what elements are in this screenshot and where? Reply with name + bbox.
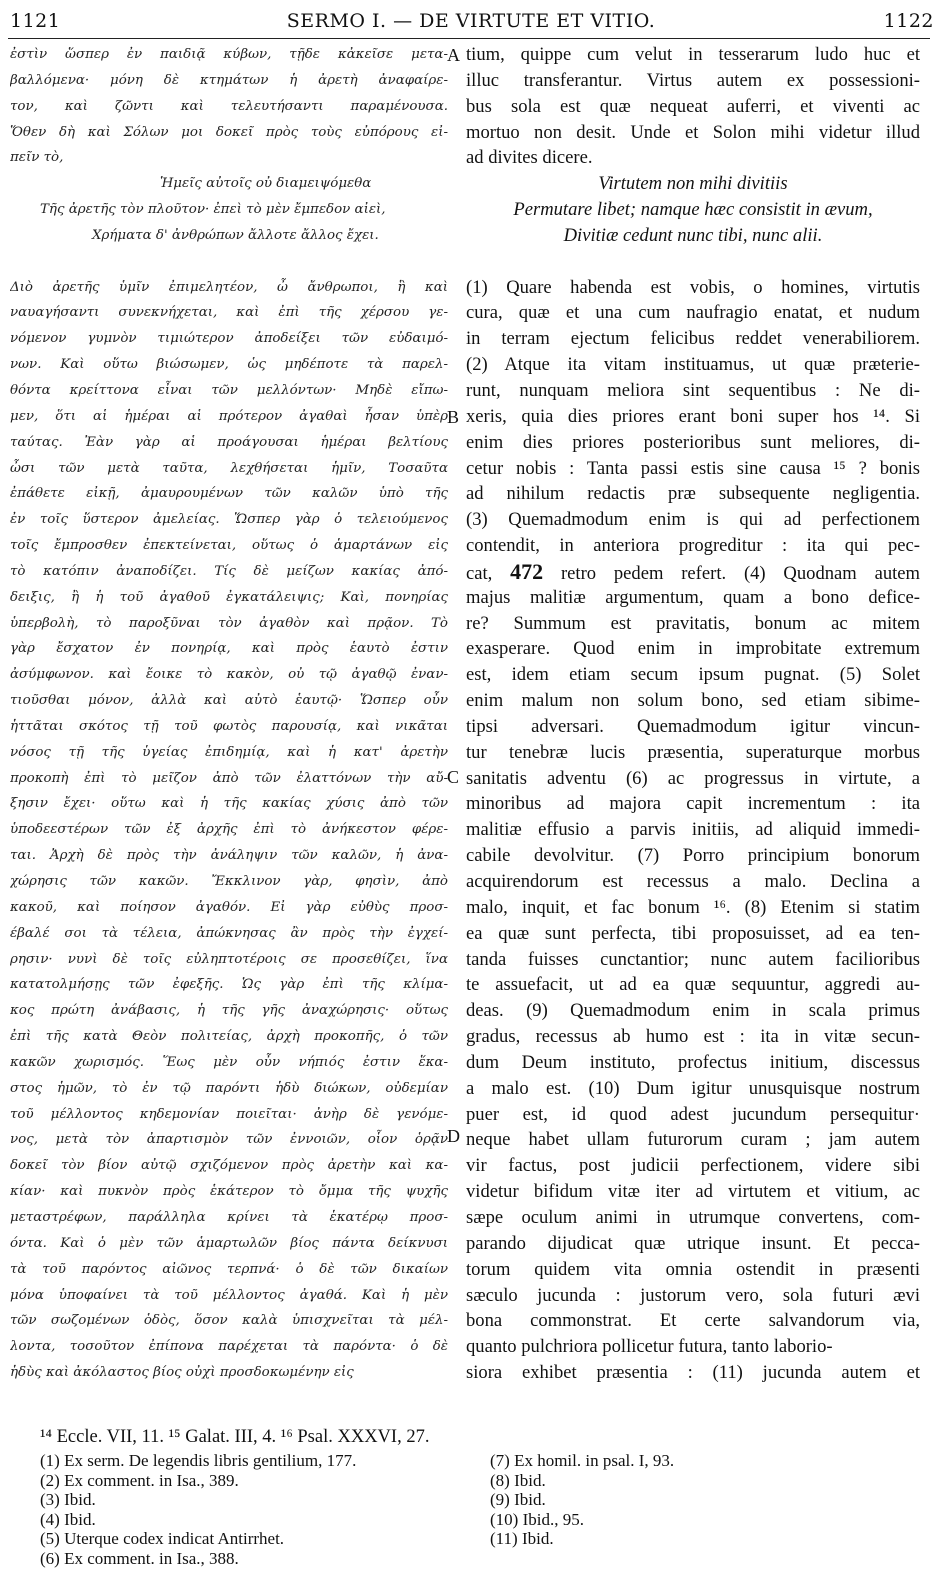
latin-text-line: te assuefacit, ut ad ea quæ sequuntur, aggredi au- bbox=[466, 974, 920, 996]
latin-text-line: siora exhibet præsentia : (11) jucunda autem et bbox=[466, 1362, 920, 1384]
greek-text-line: νων. Καὶ οὕτω βιώσωμεν, ὡς μηδέποτε τὰ παρελ- bbox=[10, 357, 448, 373]
greek-text-line: βαλλόμενα· μόνη δὲ κτημάτων ἡ ἀρετὴ ἀναφαίρε- bbox=[10, 72, 448, 88]
greek-text-line: χώρησις τῶν κακῶν. Ἔκκλινον γὰρ, φησὶν, ἀπὸ bbox=[10, 874, 448, 889]
latin-column bbox=[466, 42, 920, 1386]
section-marker-a: A bbox=[447, 45, 460, 65]
greek-text-line: στος ἡμῶν, τὸ ἐν τῷ παρόντι ἡδὺ διώκων, οὐδεμίαν bbox=[10, 1080, 448, 1096]
latin-text-line: in terram ejectum felicibus reddet venerabiliorem. bbox=[466, 328, 920, 350]
latin-text-line: deas. (9) Quemadmodum enim in scala primus bbox=[466, 1000, 920, 1022]
greek-text-line: ναυαγήσαντι συνεκνήχεται, καὶ ἐπὶ τῆς χέρσου γε- bbox=[10, 305, 448, 321]
latin-text-line: ad nihilum redactis præ subsequente negligentia. bbox=[466, 483, 920, 505]
greek-text-line: τῶν σωζομένων ὁδὸς, ὅσον καλὰ ὑπισχνεῖται τὰ μέλ- bbox=[10, 1313, 448, 1329]
footnote: (2) Ex comment. in Isa., 389. bbox=[40, 1470, 239, 1490]
latin-text-line: bona commonstrat. Et certe salvandorum via, bbox=[466, 1310, 920, 1332]
latin-text-line: enim malum non solum bono, sed etiam sibime- bbox=[466, 690, 920, 712]
latin-text-line: tanda fuisses cunctantior; nunc autem facilioribus bbox=[466, 948, 920, 970]
left-page-number: 1121 bbox=[10, 10, 61, 32]
greek-text-line: ἡδὺς καὶ ἀκόλαστος βίος οὐχὶ προσδοκωμένην εἰς bbox=[10, 1365, 354, 1381]
latin-text-line: mortuo non desit. Unde et Solon mihi videtur illud bbox=[466, 121, 920, 143]
latin-text-line: ad divites dicere. bbox=[466, 147, 593, 169]
greek-column bbox=[10, 42, 448, 1386]
greek-text-line: κατατολμήσῃς τῶν ἐφεξῆς. Ὡς γὰρ ἐπὶ τῆς κλίμα- bbox=[10, 977, 448, 993]
latin-text-line: dum Deum instituto, profectus initium, discessus bbox=[466, 1051, 920, 1073]
latin-text-line: cura, quæ et una cum naufragio enatat, et nudum bbox=[466, 302, 920, 324]
latin-text-line: (2) Atque ita vitam instituamus, ut quæ præterie- bbox=[466, 354, 920, 376]
latin-text-line: Permutare libet; namque hæc consistit in ævum, bbox=[513, 199, 873, 221]
greek-text-line: ὑπερβολὴ, τὸ παροξῦναι τὸν ἀγαθὸν καὶ πρᾷον. Τὸ bbox=[10, 615, 448, 631]
latin-text-line: enim dies priores posterioribus sunt meliores, di- bbox=[466, 431, 920, 453]
greek-text-line: τὰ τοῦ παρόντος αἰῶνος τερπνά· ὁ δὲ τῶν δικαίων bbox=[10, 1261, 448, 1277]
latin-text-line: re? Summum est pravitatis, bonum ac mitem bbox=[466, 612, 920, 634]
latin-text-line: cabile devolvitur. (7) Porro principium bonorum bbox=[466, 845, 920, 867]
latin-text-line: puer est, id quod adest jucundum persequitur· bbox=[466, 1103, 920, 1125]
greek-text-line: Χρήματα δ' ἀνθρώπων ἄλλοτε ἄλλος ἔχει. bbox=[92, 227, 379, 243]
greek-text-line bbox=[10, 249, 448, 275]
footnotes-left bbox=[40, 1451, 480, 1568]
greek-text-line: τον, καὶ ζῶντι καὶ τελευτήσαντι παραμένουσα. bbox=[10, 98, 448, 114]
footnote: (8) Ibid. bbox=[490, 1470, 546, 1490]
latin-text-line: videtur bifidum vitæ iter ad virtutem et vitium, ac bbox=[466, 1181, 920, 1203]
header-rule bbox=[8, 38, 930, 39]
greek-text-line: τιοῦσθαι μόνον, ἀλλὰ καὶ αὐτὸ ἑαυτῷ· Ὥσπερ οὖν bbox=[10, 693, 448, 709]
footnotes-right bbox=[490, 1451, 910, 1549]
greek-text-line: ρησιν· νυνὶ δὲ τοῖς εὐληπτοτέροις σε προσεθίζει, ἵνα bbox=[10, 951, 448, 967]
latin-text-line: sanitatis adventu (6) ac progressus in virtute, a bbox=[466, 767, 920, 789]
greek-text-line: θόντα κρείττονα εἶναι τῶν μελλόντων· Μηδὲ εἴπω- bbox=[10, 382, 448, 398]
latin-text-line bbox=[466, 249, 920, 275]
latin-text-line: tipsi adversari. Quemadmodum igitur vincun- bbox=[466, 715, 920, 737]
latin-text-line: cetur nobis : Tanta passi estis sine causa ¹⁵ ? bonis bbox=[466, 457, 920, 479]
greek-text-line: έβαλέ σοι τὰ τέλεια, ἀπώκνησας ἂν πρὸς τὴν ἐγχεί- bbox=[10, 925, 448, 941]
greek-text-line: πεῖν τὸ, bbox=[10, 150, 64, 166]
latin-text-line: quanto pulchriora pollicetur futura, tanto laborio- bbox=[466, 1336, 833, 1358]
footnote: (4) Ibid. bbox=[40, 1509, 96, 1529]
greek-text-line: τοῦ μέλλοντος κηδεμονίαν ποιεῖται· ἀνὴρ δὲ γενόμε- bbox=[10, 1106, 448, 1122]
footnote: (5) Uterque codex indicat Antirrhet. bbox=[40, 1529, 285, 1548]
latin-text-line: torum quidem vita omnia ostendit in præsenti bbox=[466, 1258, 920, 1280]
footnote: (6) Ex comment. in Isa., 388. bbox=[40, 1548, 239, 1568]
latin-text-line: bus sola est quæ nequeat auferri, et viventi ac bbox=[466, 95, 920, 117]
latin-text-line: cat, 472 retro pedem refert. (4) Quodnam autem bbox=[466, 558, 920, 584]
greek-text-line: κίαν· καὶ πυκνὸν πρὸς ἑκάτερον τὸ ὄμμα τῆς ψυχῆς bbox=[10, 1184, 448, 1200]
latin-text-line: minoribus ad majora capit incrementum : ita bbox=[466, 793, 920, 815]
latin-text-line: gradus, recessus ab humo est : ita in vitæ secun- bbox=[466, 1026, 920, 1048]
latin-text-line: a malo est. (10) Dum igitur unusquisque nostrum bbox=[466, 1077, 920, 1099]
greek-text-line: ἐστὶν ὥσπερ ἐν παιδιᾷ κύβων, τῇδε κἀκεῖσε μετα- bbox=[10, 47, 448, 62]
latin-text-line: Divitiæ cedunt nunc tibi, nunc alii. bbox=[563, 224, 823, 246]
greek-text-line: νόσος τῇ τῆς ὑγείας ἐπιδημίᾳ, καὶ ἡ κατ' ἀρετὴν bbox=[10, 744, 448, 760]
latin-text-line: tur tenebræ lucis præsentia, superaturque morbus bbox=[466, 741, 920, 763]
greek-text-line: Διὸ ἀρετῆς ὑμῖν ἐπιμελητέον, ὦ ἄνθρωποι, ἣ καὶ bbox=[10, 279, 448, 295]
greek-text-line: Τῆς ἀρετῆς τὸν πλοῦτον· ἐπεὶ τὸ μὲν ἔμπεδον αἰεὶ, bbox=[40, 202, 386, 218]
greek-text-line: ται. Ἀρχὴ δὲ πρὸς τὴν ἀνάληψιν τῶν καλῶν, ἡ ἀνα- bbox=[10, 848, 448, 864]
latin-text-line: xeris, quia dies priores erant boni super hos ¹⁴. Si bbox=[466, 405, 920, 427]
column-number: 472 bbox=[510, 558, 544, 584]
greek-text-line: ὑποδεεστέρων τῶν ἐξ ἀρχῆς ἐπὶ τὸ ἀνήκεστον φέρε- bbox=[10, 822, 448, 838]
greek-text-line: νος, μετὰ τὸν ἀπαρτισμὸν τῶν ἐννοιῶν, οἷον ὁρᾷν bbox=[10, 1132, 448, 1148]
greek-text-line: ξησιν ἔχει· οὕτω καὶ ἡ τῆς κακίας χύσις ἀπὸ τῶν bbox=[10, 796, 448, 812]
footnote: (10) Ibid., 95. bbox=[490, 1509, 584, 1529]
latin-text-line: tium, quippe cum velut in tesserarum ludo huc et bbox=[466, 44, 920, 65]
greek-text-line: ὦσι τῶν μετὰ ταῦτα, λεχθήσεται ἡμῖν, Τοσαῦτα bbox=[10, 460, 448, 476]
greek-text-line: δειξις, ἢ ἡ τοῦ ἀγαθοῦ ἐγκατάλειψις; Καὶ, πονηρίας bbox=[10, 589, 448, 605]
greek-text-line: γὰρ ἔσχατον ἐν πονηρίᾳ, καὶ πρὸς ἑαυτὸ ἐστιν bbox=[10, 641, 448, 657]
greek-text-line: τὸ κατόπιν ἀναποδίζει. Τίς δὲ μείζων κακίας ἀπό- bbox=[10, 563, 448, 579]
greek-text-line: τοῖς ἔμπροσθεν ἐπεκτείνεται, οὕτως ὁ ἁμαρτάνων εἰς bbox=[10, 538, 448, 554]
section-marker-d: D bbox=[447, 1126, 460, 1146]
latin-text-line: malo, inquit, et fac bonum ¹⁶. (8) Etenim si statim bbox=[466, 896, 920, 918]
greek-text-line: Ὅθεν δὴ καὶ Σόλων μοι δοκεῖ πρὸς τοὺς εὐπόρους εἰ- bbox=[10, 124, 448, 140]
greek-text-line: μεταστρέφων, παράλληλα κρίνει τὰ ἑκατέρῳ προσ- bbox=[10, 1209, 448, 1225]
greek-text-line: ἐν τοῖς ὕστερον ἀμελείας. Ὥσπερ γὰρ ὁ τελειούμενος bbox=[10, 512, 448, 528]
right-page-number: 1122 bbox=[883, 10, 934, 32]
greek-text-line: Ἡμεῖς αὐτοῖς οὐ διαμειψόμεθα bbox=[160, 176, 372, 192]
latin-text-line: illuc transferantur. Virtus autem ex possessioni- bbox=[466, 69, 920, 91]
footnote: (3) Ibid. bbox=[40, 1490, 96, 1509]
latin-text-line: exasperare. Quod enim in improbitate extremum bbox=[466, 638, 920, 660]
greek-text-line: ταύτας. Ἐὰν γὰρ αἱ προάγουσαι ἡμέραι βελτίους bbox=[10, 434, 448, 450]
footnote: (11) Ibid. bbox=[490, 1529, 554, 1548]
footnote: (9) Ibid. bbox=[490, 1490, 546, 1509]
greek-text-line: μεν, ὅτι αἱ ἡμέραι αἱ πρότερον ἀγαθαὶ ἦσαν ὑπὲρ bbox=[10, 408, 448, 424]
section-marker-c: C bbox=[447, 767, 460, 787]
section-marker-b: B bbox=[447, 407, 460, 427]
latin-text-line: acquirendorum est recessus a malo. Declina a bbox=[466, 871, 920, 892]
greek-text-line: κακοῦ, καὶ ποίησον ἀγαθόν. Εἰ γὰρ εὐθὺς προσ- bbox=[10, 899, 448, 915]
latin-text-line: ea quæ sunt perfecta, tibi proposuisset, ad ea ten- bbox=[466, 922, 920, 944]
greek-text-line: ἀσύμφωνον. καὶ ἔοικε τὸ κακὸν, οὐ τῷ ἀγαθῷ ἐναν- bbox=[10, 667, 448, 683]
latin-text-line: sæpe oculum animi in utrumque convertens, com- bbox=[466, 1206, 920, 1228]
greek-text-line: ἐπάθετε εἰκῇ, ἀμαυρουμένων τῶν καλῶν ὑπὸ τῆς bbox=[10, 486, 448, 502]
latin-text-line: (1) Quare habenda est vobis, o homines, virtutis bbox=[466, 276, 920, 298]
greek-text-line: όντα. Καὶ ὁ μὲν τῶν ἁμαρτωλῶν βίος πάντα δείκνυσι bbox=[10, 1235, 448, 1251]
latin-text-line: runt, nunquam meliora sint sequentibus : Ne di- bbox=[466, 379, 920, 401]
latin-text-line: malitiæ effusio a parvis initiis, ad aliquid immedi- bbox=[466, 819, 920, 841]
greek-text-line: προκοπὴ ἐπὶ τὸ μεῖζον ἀπὸ τῶν ἐλαττόνων τὴν αὔ- bbox=[10, 770, 448, 786]
greek-text-line: λοντα, τοσοῦτον ἐπίπονα παρέχεται τὰ παρόντα· ὁ δὲ bbox=[10, 1339, 448, 1355]
latin-text-line: sæculo jucunda : justorum vero, sola futuri ævi bbox=[466, 1284, 920, 1306]
latin-text-line: est, idem etiam secum ipsum pugnat. (5) Solet bbox=[466, 664, 920, 686]
footnote: (7) Ex homil. in psal. I, 93. bbox=[490, 1451, 675, 1470]
greek-text-line: νόμενον γυμνὸν τιμιώτερον ἀποδείξει τῶν εὐδαιμό- bbox=[10, 331, 448, 347]
footnote: (1) Ex serm. De legendis libris gentilium, 177. bbox=[40, 1451, 357, 1470]
latin-text-line: contendit, in anteriora progreditur : ita qui pec- bbox=[466, 535, 920, 557]
latin-text-line: Virtutem non mihi divitiis bbox=[598, 173, 788, 195]
greek-text-line: ἐπὶ τῆς κατὰ Θεὸν πολιτείας, ἀρχὴ προκοπῆς, ὁ τῶν bbox=[10, 1029, 448, 1045]
greek-text-line: ἡττᾶται σκότος τῇ τοῦ φωτὸς παρουσίᾳ, καὶ νικᾶται bbox=[10, 718, 448, 734]
latin-text-line: vir factus, post judicii perfectionem, videre sibi bbox=[466, 1155, 920, 1177]
greek-text-line: μόνα ὑποφαίνει τὰ τοῦ μέλλοντος ἀγαθά. Καὶ ἡ μὲν bbox=[10, 1287, 448, 1303]
latin-text-line: neque habet ullam futurorum curam ; jam autem bbox=[466, 1129, 920, 1151]
latin-text-line: majus malitiæ argumentum, quam a bono defice- bbox=[466, 586, 920, 608]
greek-text-line: κος πρώτη ἀνάβασις, ἡ τῆς γῆς ἀναχώρησις· οὕτως bbox=[10, 1003, 448, 1019]
latin-text-line: parando dijudicat quæ utrique insunt. Et pecca- bbox=[466, 1232, 920, 1254]
greek-text-line: κακῶν χωρισμός. Ἕως μὲν οὖν νήπιός ἐστιν ἕκα- bbox=[10, 1054, 448, 1070]
latin-text-line: (3) Quemadmodum enim is qui ad perfectionem bbox=[466, 509, 920, 531]
greek-text-line: δοκεῖ τὸν βίον αὐτῷ σχιζόμενον πρὸς ἀρετὴν καὶ κα- bbox=[10, 1158, 448, 1174]
scripture-references: ¹⁴ Eccle. VII, 11. ¹⁵ Galat. III, 4. ¹⁶ Psal. XXXVI, 27. bbox=[40, 1427, 430, 1447]
running-title: SERMO I. — DE VIRTUTE ET VITIO. bbox=[286, 10, 656, 32]
